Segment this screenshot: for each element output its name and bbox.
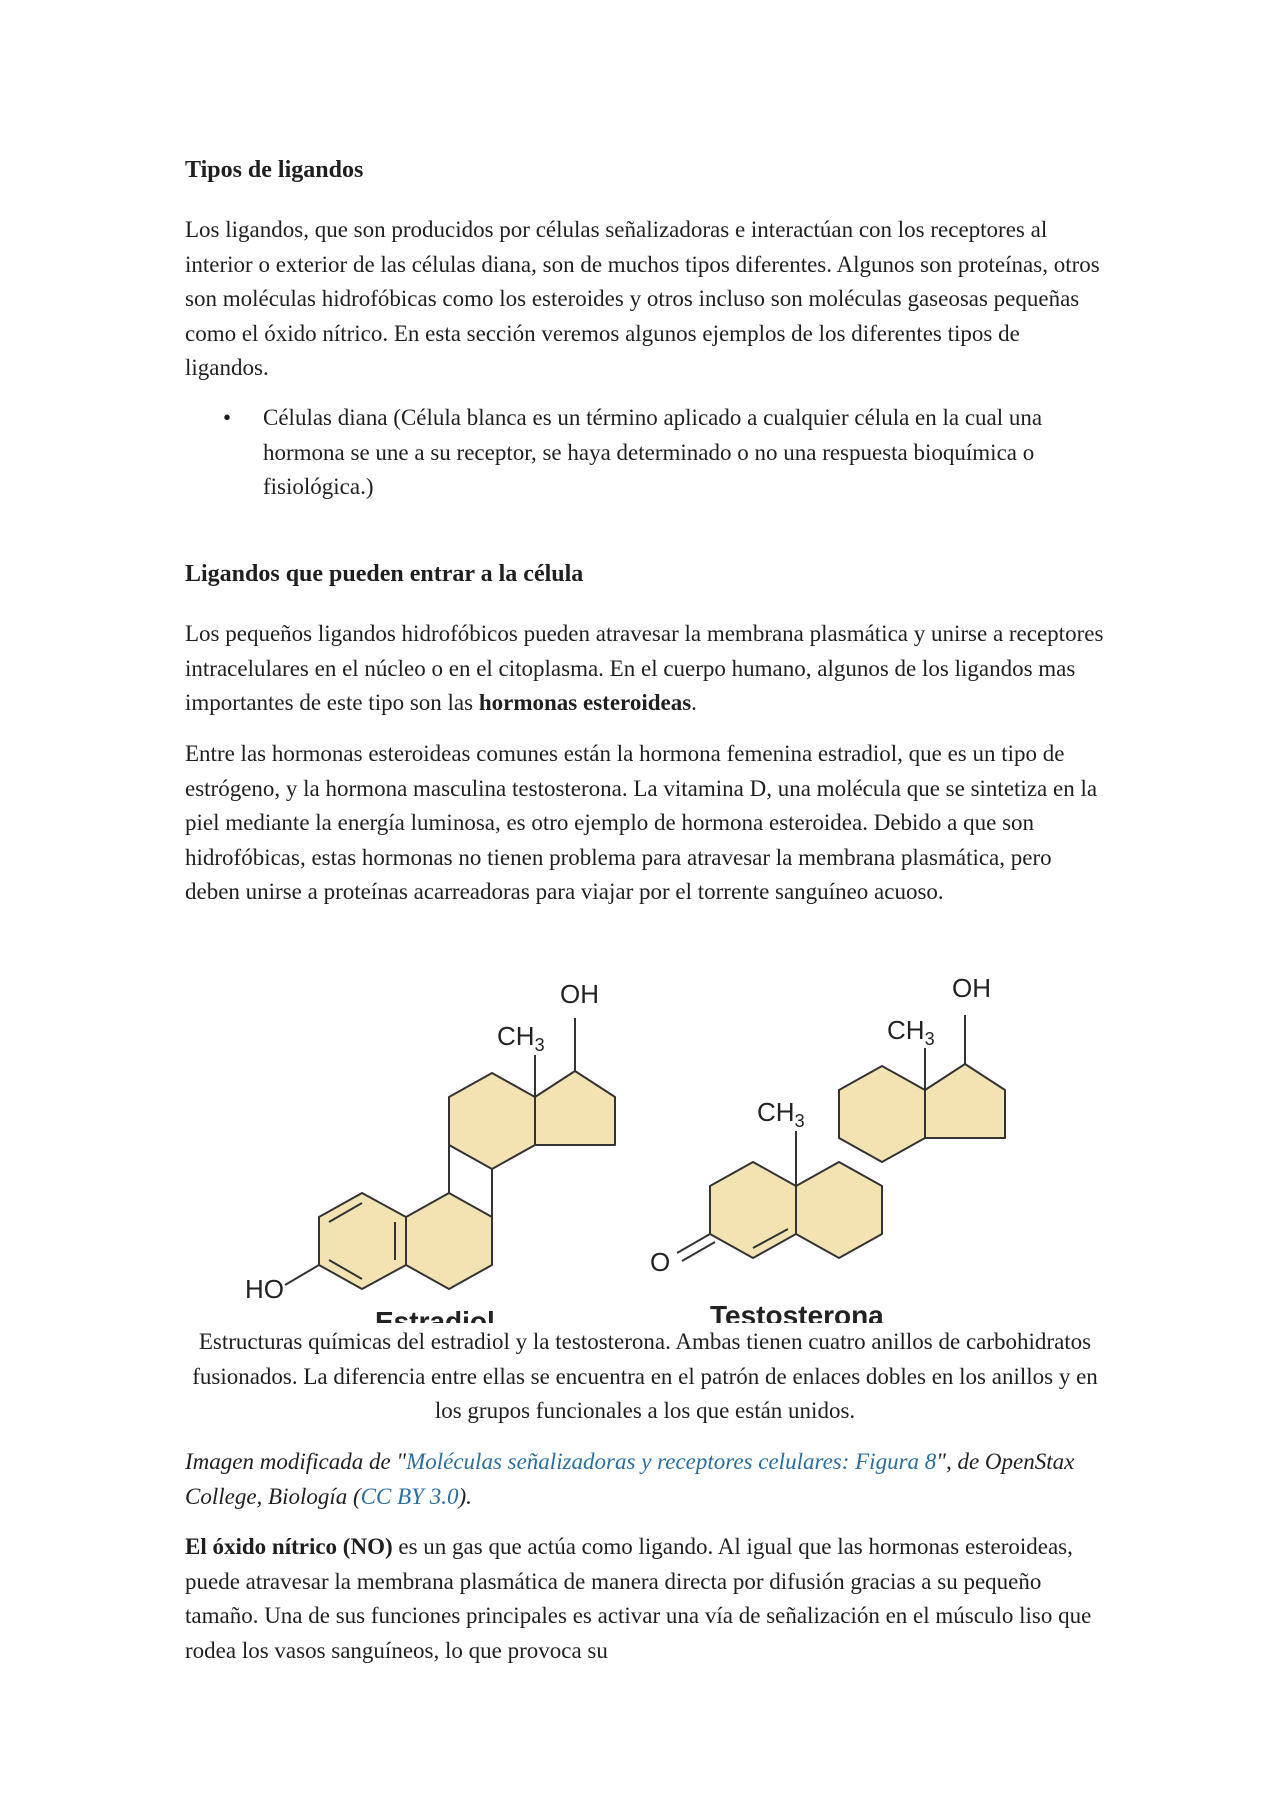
ch3-text: CH [497,1021,535,1051]
figure-caption: Estructuras químicas del estradiol y la testosterona. Ambas tienen cuatro anillos de carbohidratos fusionados. La diferencia entre ellas se encuentra en el patrón de enlaces dobles en los anillos y en los grupos funcionales a los que están unidos. [192,1329,1098,1423]
ch3-text: CH [887,1015,925,1045]
ch3-subscript: 3 [534,1035,545,1055]
credit-suffix: ). [458,1483,472,1509]
testosterone-name-label: Testosterona [710,1300,884,1323]
ch3-subscript: 3 [794,1111,805,1131]
openstax-figure-link[interactable]: Moléculas señalizadoras y receptores celulares: Figura 8 [406,1449,937,1474]
credit-prefix: Imagen modificada de " [185,1449,407,1474]
estradiol-name-label: Estradiol [375,1306,495,1323]
testosterone-ring-b [796,1162,882,1258]
image-credit [185,1445,1105,1514]
paragraph-text-end: . [691,690,697,715]
license-link[interactable]: CC BY 3.0 [360,1483,459,1509]
testosterone-ch3-mid-label [757,1097,805,1131]
estradiol-ring-b [406,1193,492,1289]
estradiol-ring-d [535,1071,615,1145]
paragraph-tipos-intro: Los ligandos, que son producidos por células señalizadoras e interactúan con los receptores al interior o exterior de las células diana, son de muchos tipos diferentes. Algunos son proteínas, otros son moléculas hidrofóbicas como los esteroides y otros incluso son moléculas gaseosas pequeñas como el óxido nítrico. En esta sección veremos algunos ejemplos de los diferentes tipos de ligandos. [185,217,1100,380]
testosterone-ring-a [710,1162,796,1258]
ch3-text: CH [757,1097,795,1127]
testosterone-ch3-top-label [887,1015,935,1049]
testosterone-ring-d [925,1064,1005,1138]
paragraph-text: es un gas que actúa como ligando. Al igual que las hormonas esteroideas, puede atravesar la membrana plasmática de manera directa por difusión gracias a su pequeño tamaño. Una de sus funciones principales es activar una vía de señalización en el músculo liso que rodea los vasos sanguíneos, lo que provoca su [185,1534,1092,1663]
paragraph-text: Los pequeños ligandos hidrofóbicos pueden atravesar la membrana plasmática y unirse a receptores intracelulares en el núcleo o en el citoplasma. En el cuerpo humano, algunos de los ligandos mas importantes de este tipo son las [185,621,1104,715]
bullet-celulas-diana: • Células diana (Célula blanca es un término aplicado a cualquier célula en la cual una hormona se une a su receptor, se haya determinado o no una respuesta bioquímica o fisiológica.) [263,401,1103,505]
estradiol-oh-label: OH [560,979,599,1009]
steroid-figure [205,953,1085,1323]
testosterone-oh-label: OH [952,973,991,1003]
testosterone-structure [677,1015,1005,1261]
paragraph-hormonas-esteroideas: Entre las hormonas esteroideas comunes están la hormona femenina estradiol, que es un tipo de estrógeno, y la hormona masculina testosterona. La vitamina D, una molécula que se sintetiza en la piel mediante la energía luminosa, es otro ejemplo de hormona esteroidea. Debido a que son hidrofóbicas, estas hormonas no tienen problema para atravesar la membrana plasmática, pero deben unirse a proteínas acarreadoras para viajar por el torrente sanguíneo acuoso. [185,741,1098,904]
credit-middle: ", de OpenStax College, Biología ( [185,1449,1075,1509]
estradiol-ring-c [449,1073,535,1169]
testosterone-o-label: O [650,1247,671,1277]
paragraph-ligandos-hidrofobicos [185,617,1105,721]
ch3-subscript: 3 [924,1029,935,1049]
steroid-structures-image [205,953,1085,1323]
estradiol-ring-a [319,1193,406,1289]
bold-hormonas-esteroideas: hormonas esteroideas [478,690,692,715]
testosterone-ring-c [839,1066,925,1162]
estradiol-structure [285,1018,615,1289]
estradiol-ch3-label [497,1021,545,1055]
paragraph-oxido-nitrico [185,1530,1105,1668]
estradiol-ho-label: HO [245,1274,284,1304]
bold-oxido-nitrico: El óxido nítrico (NO) [185,1534,393,1559]
heading-tipos-de-ligandos: Tipos de ligandos [185,157,364,183]
heading-ligandos-entrar: Ligandos que pueden entrar a la célula [185,561,584,587]
